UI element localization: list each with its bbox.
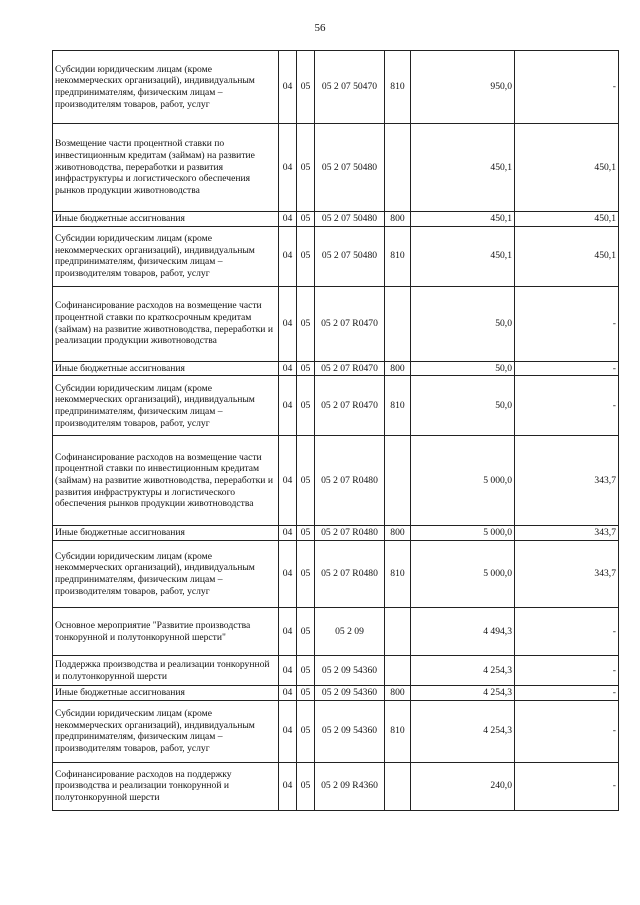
row-subsection: 05 xyxy=(297,686,315,701)
row-subsection: 05 xyxy=(297,700,315,762)
row-amount-actual: 450,1 xyxy=(515,226,619,286)
page-number: 56 xyxy=(314,22,326,34)
row-expense-type: 810 xyxy=(385,51,411,124)
row-amount-actual: - xyxy=(515,286,619,361)
row-amount-actual: - xyxy=(515,361,619,376)
row-amount-actual: - xyxy=(515,686,619,701)
row-amount-plan: 5 000,0 xyxy=(411,526,515,541)
row-section: 04 xyxy=(279,226,297,286)
row-target-article: 05 2 09 54360 xyxy=(315,686,385,701)
row-amount-plan: 240,0 xyxy=(411,762,515,810)
row-amount-actual: - xyxy=(515,656,619,686)
row-target-article: 05 2 07 50480 xyxy=(315,212,385,227)
table-row xyxy=(53,656,619,686)
table-row xyxy=(53,700,619,762)
table-row xyxy=(53,376,619,436)
row-name: Иные бюджетные ассигнования xyxy=(53,526,279,541)
table-row xyxy=(53,226,619,286)
row-target-article: 05 2 07 R0470 xyxy=(315,376,385,436)
row-subsection: 05 xyxy=(297,608,315,656)
row-expense-type xyxy=(385,286,411,361)
table-row xyxy=(53,436,619,526)
row-target-article: 05 2 09 54360 xyxy=(315,656,385,686)
row-amount-actual: - xyxy=(515,762,619,810)
row-name: Иные бюджетные ассигнования xyxy=(53,361,279,376)
row-section: 04 xyxy=(279,656,297,686)
table-row xyxy=(53,51,619,124)
row-name: Субсидии юридическим лицам (кроме некоммерческих организаций), индивидуальным предпринимателям, физическим лицам – производителям товаров, работ, услуг xyxy=(53,541,279,608)
row-expense-type xyxy=(385,124,411,212)
row-section: 04 xyxy=(279,686,297,701)
row-amount-actual: 343,7 xyxy=(515,526,619,541)
row-section: 04 xyxy=(279,124,297,212)
row-name: Поддержка производства и реализации тонкорунной и полутонкорунной шерсти xyxy=(53,656,279,686)
row-amount-plan: 50,0 xyxy=(411,376,515,436)
table-row xyxy=(53,526,619,541)
table-row xyxy=(53,124,619,212)
row-section: 04 xyxy=(279,762,297,810)
row-name: Основное мероприятие "Развитие производства тонкорунной и полутонкорунной шерсти" xyxy=(53,608,279,656)
row-subsection: 05 xyxy=(297,436,315,526)
row-section: 04 xyxy=(279,286,297,361)
row-section: 04 xyxy=(279,376,297,436)
row-amount-actual: 450,1 xyxy=(515,124,619,212)
row-amount-plan: 4 254,3 xyxy=(411,656,515,686)
row-name: Субсидии юридическим лицам (кроме некоммерческих организаций), индивидуальным предпринимателям, физическим лицам – производителям товаров, работ, услуг xyxy=(53,51,279,124)
row-amount-actual: - xyxy=(515,700,619,762)
table-row xyxy=(53,686,619,701)
row-section: 04 xyxy=(279,700,297,762)
row-subsection: 05 xyxy=(297,212,315,227)
row-name: Софинансирование расходов на поддержку производства и реализации тонкорунной и полутонкорунной шерсти xyxy=(53,762,279,810)
table-row xyxy=(53,608,619,656)
row-amount-actual: 450,1 xyxy=(515,212,619,227)
row-section: 04 xyxy=(279,51,297,124)
row-target-article: 05 2 07 R0480 xyxy=(315,541,385,608)
row-name: Иные бюджетные ассигнования xyxy=(53,212,279,227)
row-expense-type xyxy=(385,608,411,656)
row-target-article: 05 2 07 50480 xyxy=(315,124,385,212)
row-target-article: 05 2 07 R0480 xyxy=(315,436,385,526)
row-section: 04 xyxy=(279,436,297,526)
row-amount-actual: - xyxy=(515,376,619,436)
row-amount-plan: 950,0 xyxy=(411,51,515,124)
row-subsection: 05 xyxy=(297,762,315,810)
row-target-article: 05 2 09 R4360 xyxy=(315,762,385,810)
row-amount-actual: 343,7 xyxy=(515,541,619,608)
row-target-article: 05 2 07 R0470 xyxy=(315,361,385,376)
row-target-article: 05 2 07 50470 xyxy=(315,51,385,124)
row-subsection: 05 xyxy=(297,51,315,124)
row-expense-type xyxy=(385,656,411,686)
row-amount-plan: 50,0 xyxy=(411,286,515,361)
row-section: 04 xyxy=(279,608,297,656)
row-section: 04 xyxy=(279,212,297,227)
row-subsection: 05 xyxy=(297,286,315,361)
row-name: Возмещение части процентной ставки по инвестиционным кредитам (займам) на развитие животноводства, переработки и развития инфраструктуры и логистического обеспечения рынков продукции животноводства xyxy=(53,124,279,212)
row-amount-plan: 450,1 xyxy=(411,226,515,286)
table-row xyxy=(53,286,619,361)
row-section: 04 xyxy=(279,526,297,541)
row-expense-type: 810 xyxy=(385,700,411,762)
table-row xyxy=(53,541,619,608)
row-name: Софинансирование расходов на возмещение части процентной ставки по краткосрочным кредитам (займам) на развитие животноводства, переработки и реализации продукции животноводства xyxy=(53,286,279,361)
row-amount-plan: 450,1 xyxy=(411,124,515,212)
budget-table xyxy=(52,50,619,811)
row-section: 04 xyxy=(279,361,297,376)
row-amount-actual: - xyxy=(515,51,619,124)
row-amount-plan: 5 000,0 xyxy=(411,541,515,608)
row-subsection: 05 xyxy=(297,526,315,541)
row-name: Субсидии юридическим лицам (кроме некоммерческих организаций), индивидуальным предпринимателям, физическим лицам – производителям товаров, работ, услуг xyxy=(53,226,279,286)
row-subsection: 05 xyxy=(297,541,315,608)
row-name: Субсидии юридическим лицам (кроме некоммерческих организаций), индивидуальным предпринимателям, физическим лицам – производителям товаров, работ, услуг xyxy=(53,376,279,436)
table-row xyxy=(53,361,619,376)
row-name: Софинансирование расходов на возмещение части процентной ставки по инвестиционным кредитам (займам) на развитие животноводства, переработки и развития инфраструктуры и логистического обеспечения рынков продукции животноводства xyxy=(53,436,279,526)
row-expense-type xyxy=(385,762,411,810)
table-row xyxy=(53,762,619,810)
row-expense-type: 800 xyxy=(385,212,411,227)
row-target-article: 05 2 07 R0480 xyxy=(315,526,385,541)
row-target-article: 05 2 07 R0470 xyxy=(315,286,385,361)
row-expense-type: 800 xyxy=(385,686,411,701)
row-amount-plan: 5 000,0 xyxy=(411,436,515,526)
row-subsection: 05 xyxy=(297,124,315,212)
row-target-article: 05 2 09 54360 xyxy=(315,700,385,762)
row-name: Иные бюджетные ассигнования xyxy=(53,686,279,701)
row-amount-plan: 4 494,3 xyxy=(411,608,515,656)
row-expense-type: 800 xyxy=(385,361,411,376)
row-subsection: 05 xyxy=(297,376,315,436)
row-expense-type xyxy=(385,436,411,526)
table-row xyxy=(53,212,619,227)
row-subsection: 05 xyxy=(297,361,315,376)
row-target-article: 05 2 09 xyxy=(315,608,385,656)
row-expense-type: 810 xyxy=(385,226,411,286)
row-amount-plan: 50,0 xyxy=(411,361,515,376)
row-subsection: 05 xyxy=(297,226,315,286)
row-amount-plan: 4 254,3 xyxy=(411,700,515,762)
row-amount-plan: 4 254,3 xyxy=(411,686,515,701)
row-expense-type: 810 xyxy=(385,541,411,608)
row-name: Субсидии юридическим лицам (кроме некоммерческих организаций), индивидуальным предпринимателям, физическим лицам – производителям товаров, работ, услуг xyxy=(53,700,279,762)
row-amount-actual: - xyxy=(515,608,619,656)
row-amount-actual: 343,7 xyxy=(515,436,619,526)
row-target-article: 05 2 07 50480 xyxy=(315,226,385,286)
row-expense-type: 810 xyxy=(385,376,411,436)
row-amount-plan: 450,1 xyxy=(411,212,515,227)
row-subsection: 05 xyxy=(297,656,315,686)
row-expense-type: 800 xyxy=(385,526,411,541)
row-section: 04 xyxy=(279,541,297,608)
